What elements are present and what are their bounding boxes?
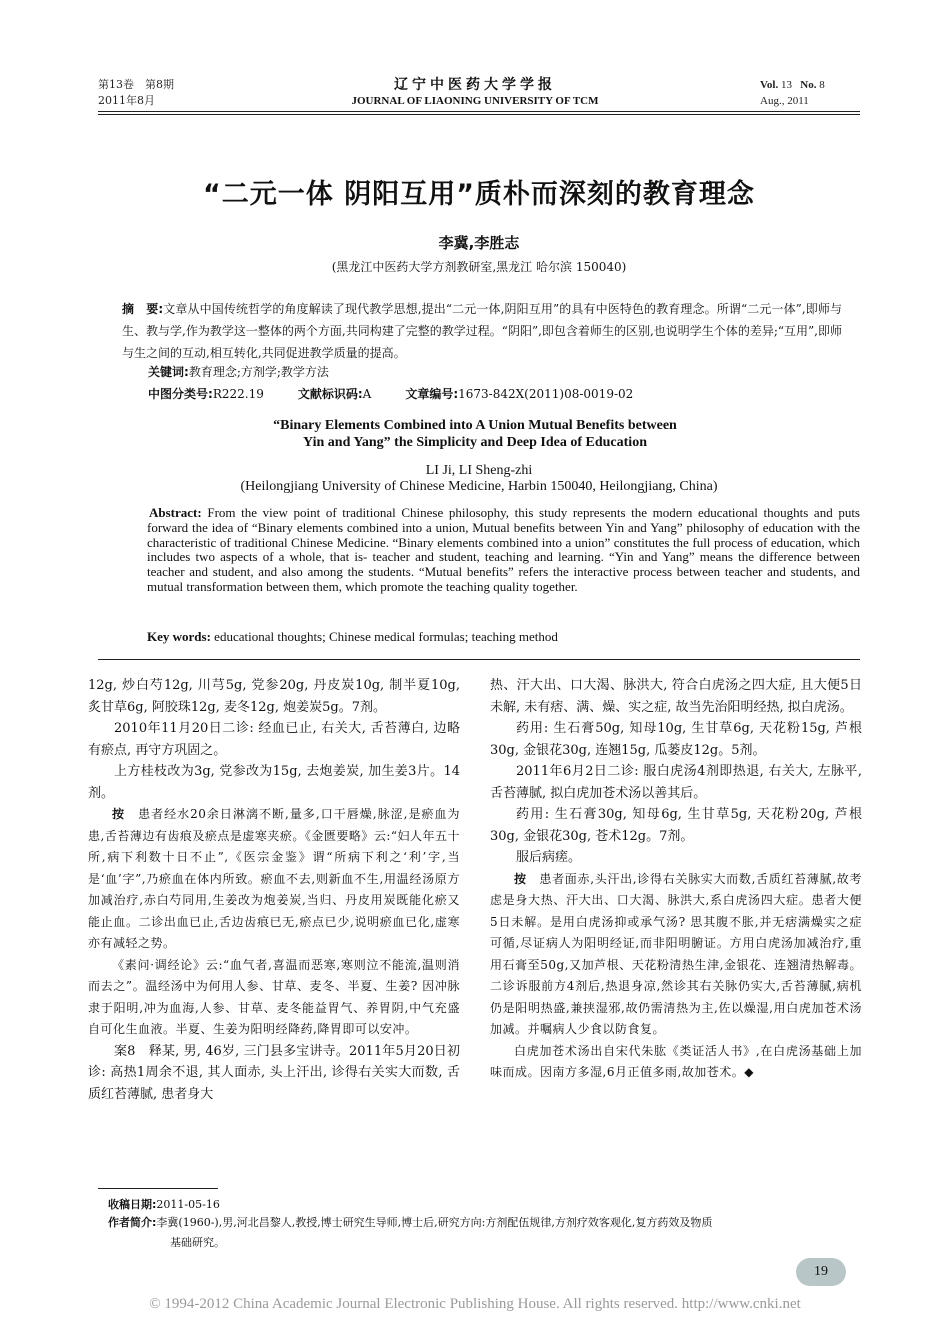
volume-issue-cn: 第13卷 第8期 [98,78,174,91]
received-label: 收稿日期: [108,1198,157,1211]
paragraph: 热、汗大出、口大渴、脉洪大, 符合白虎汤之四大症, 且大便5日未解, 未有痞、满、燥、实之症, 故当先治阳明经热, 拟白虎汤。 [490,678,862,715]
note-paragraph [88,804,460,955]
english-abstract [147,506,860,595]
note-text: 患者经水20余日淋漓不断,量多,口干唇燥,脉涩,是瘀血为患,舌苔薄边有齿痕及瘀点是虚寒夹瘀。《金匮要略》云:“妇人年五十所,病下利数十日不止”,《医宗金鉴》谓“所病下利之‘利’字,当是‘血’字”,乃瘀血在体内所致。瘀血不去,则新血不生,用温经汤原方加减治疗,赤白芍同用,生姜改为炮姜炭,当归、丹皮用炭既能化瘀又能止血。二诊出血已止,舌边齿痕已无,瘀点已少,说明瘀血已化,虚寒亦有减轻之势。 [88,807,460,950]
note-text: 患者面赤,头汗出,诊得右关脉实大而数,舌质红苔薄腻,故考虑是身大热、汗大出、口大渴、脉洪大,系白虎汤四大症。患者大便5日未解。是用白虎汤抑或承气汤? 思其腹不胀,并无痞满燥实之症可循,尽证病人为阳明经证,而非阳明腑证。方用白虎汤加减治疗,重用石膏至50g,又加芦根、天花粉清热生津,金银花、连翘清热解毒。二诊诉服前方4剂后,热退身凉,然诊其右关脉仍实大,舌苔薄腻,病机仍是阳明热盛,兼挟湿邪,故仍需清热为主,佐以燥湿,用白虎加苍术汤加减。并嘱病人少食以防食复。 [490,871,862,1036]
case-label: 案8 [114,1043,136,1059]
keywords-cn-label: 关键词: [148,365,189,379]
body-column-left [88,675,460,1105]
copyright-notice: © 1994-2012 China Academic Journal Electronic Publishing House. All rights reserved. http://www.cnki.net [149,1296,801,1312]
english-abstract-label: Abstract: [149,505,202,520]
date-cn: 2011年8月 [98,94,155,107]
keywords-cn-text: 教育理念;方剂学;教学方法 [188,365,329,379]
footnote-received [108,1196,220,1214]
paragraph: 服后病瘥。 [516,850,582,865]
paragraph: 药用: 生石膏50g, 知母10g, 生甘草6g, 天花粉15g, 芦根30g, 金银花30g, 连翘15g, 瓜蒌皮12g。5剂。 [490,721,862,758]
page-number: 19 [796,1258,846,1286]
end-mark: ◆ [744,1065,754,1079]
case-paragraph [88,1041,460,1106]
english-keywords-text: educational thoughts; Chinese medical formulas; teaching method [210,629,558,644]
no-label: No. [800,79,817,91]
article-no-label: 文章编号: [405,387,459,401]
keywords-cn [148,362,329,382]
footnote-author-bio [108,1214,848,1232]
footnote-rule [98,1188,218,1189]
english-title-line1: “Binary Elements Combined into A Union Mutual Benefits between [273,418,677,433]
paragraph: 2011年6月2日二诊: 服白虎汤4剂即热退, 右关大, 左脉平, 舌苔薄腻, 拟白虎加苍术汤以善其后。 [490,764,862,801]
paragraph: 上方桂枝改为3g, 党参改为15g, 去炮姜炭, 加生姜3片。14剂。 [88,764,460,801]
english-keywords-label: Key words: [147,629,211,644]
abstract-cn-text: 文章从中国传统哲学的角度解读了现代教学思想,提出“二元一体,阴阳互用”的具有中医特色的教育理念。所谓“二元一体”,即师与生、教与学,作为教学这一整体的两个方面,共同构建了完整的教学过程。“阴阳”,即包含着师生的区别,也说明学生个体的差异;“互用”,即师与生之间的互动,相互转化,共同促进教学质量的提高。 [122,302,842,360]
header-rule-top [98,111,860,112]
no-value: 8 [819,79,825,91]
header-issue-info [98,77,174,109]
article-affiliation: (黑龙江中医药大学方剂教研室,黑龙江 哈尔滨 150040) [331,260,627,274]
abstract-cn [122,298,842,364]
header-rule-bottom [98,114,860,115]
date-en: Aug., 2011 [760,95,809,107]
journal-name-cn: 辽宁中医药大学学报 [394,77,556,93]
header-issue-info-en [760,77,860,109]
journal-name-en: JOURNAL OF LIAONING UNIVERSITY OF TCM [351,95,599,107]
bio-value: 李冀(1960-),男,河北昌黎人,教授,博士研究生导师,博士后,研究方向:方剂配伍规律,方剂疗效客观化,复方药效及物质 [156,1216,713,1229]
note-paragraph [490,1041,862,1084]
doc-code-label: 文献标识码: [297,387,363,401]
footnote-author-bio-cont: 基础研究。 [170,1236,225,1249]
bio-label: 作者简介: [108,1216,157,1229]
paragraph: 2010年11月20日二诊: 经血已止, 右关大, 舌苔薄白, 边略有瘀点, 再守方巩固之。 [88,721,460,758]
note-text: 白虎加苍术汤出自宋代朱肱《类证活人书》,在白虎汤基础上加味而成。因南方多湿,6月正值多雨,故加苍术。 [490,1043,862,1079]
article-authors: 李冀,李胜志 [438,234,520,252]
note-label: 按 [514,871,527,886]
classification-line [148,384,633,404]
abstract-divider [98,659,860,660]
case-text: 释某, 男, 46岁, 三门县多宝讲寺。2011年5月20日初诊: 高热1周余不退, 其人面赤, 头上汗出, 诊得右关实大而数, 舌质红苔薄腻, 患者身大 [88,1043,460,1102]
vol-value: 13 [781,79,792,91]
doc-code-value: A [362,387,372,401]
article-no-value: 1673-842X(2011)08-0019-02 [458,387,634,401]
paragraph: 12g, 炒白芍12g, 川芎5g, 党参20g, 丹皮炭10g, 制半夏10g, 炙甘草6g, 阿胶珠12g, 麦冬12g, 炮姜炭5g。7剂。 [88,678,460,715]
note-paragraph: 《素问·调经论》云:“血气者,喜温而恶寒,寒则泣不能流,温则消而去之”。温经汤中为何用人参、甘草、麦冬、半夏、生姜? 因冲脉隶于阳明,冲为血海,人参、甘草、麦冬能益胃气、养胃阴,中气充盛自可化生血液。半夏、生姜为阳明经降药,降胃即可以安冲。 [88,957,460,1036]
note-label: 按 [112,807,126,821]
english-keywords [147,629,558,645]
article-title: “二元一体 阴阳互用”质朴而深刻的教育理念 [203,179,755,210]
body-column-right [490,675,862,1084]
note-paragraph [490,869,862,1041]
english-affiliation: (Heilongjiang University of Chinese Medicine, Harbin 150040, Heilongjiang, China) [240,479,718,494]
english-title [200,417,750,451]
volume-number-en [760,77,860,93]
abstract-cn-label: 摘 要: [122,302,164,316]
paragraph: 药用: 生石膏30g, 知母6g, 生甘草5g, 天花粉20g, 芦根30g, 金银花30g, 苍术12g。7剂。 [490,807,862,844]
english-title-line2: Yin and Yang” the Simplicity and Deep Idea of Education [303,435,647,450]
journal-name [300,76,650,108]
vol-label: Vol. [760,79,779,91]
english-abstract-text: From the view point of traditional Chinese philosophy, this study represents the modern educational thoughts and puts forward the idea of “Binary elements combined into a union, Mutual benefits between Yin and Yang” philosophy of education with the characteristic of traditional Chinese Medicine. “Binary elements combined into a union” constitutes the full process of education, which includes two aspects of a whole, that is- teacher and student, teaching and learning. “Yin and Yang” means the difference between teacher and student, and also among the students. “Mutual benefits” refers the interactive process between teacher and students, and mutual transformation between them, which promote the teaching quality together. [147,505,860,594]
cls-label: 中图分类号: [148,387,213,401]
english-authors: LI Ji, LI Sheng-zhi [425,463,533,478]
received-value: 2011-05-16 [156,1198,220,1211]
cls-value: R222.19 [212,387,264,401]
